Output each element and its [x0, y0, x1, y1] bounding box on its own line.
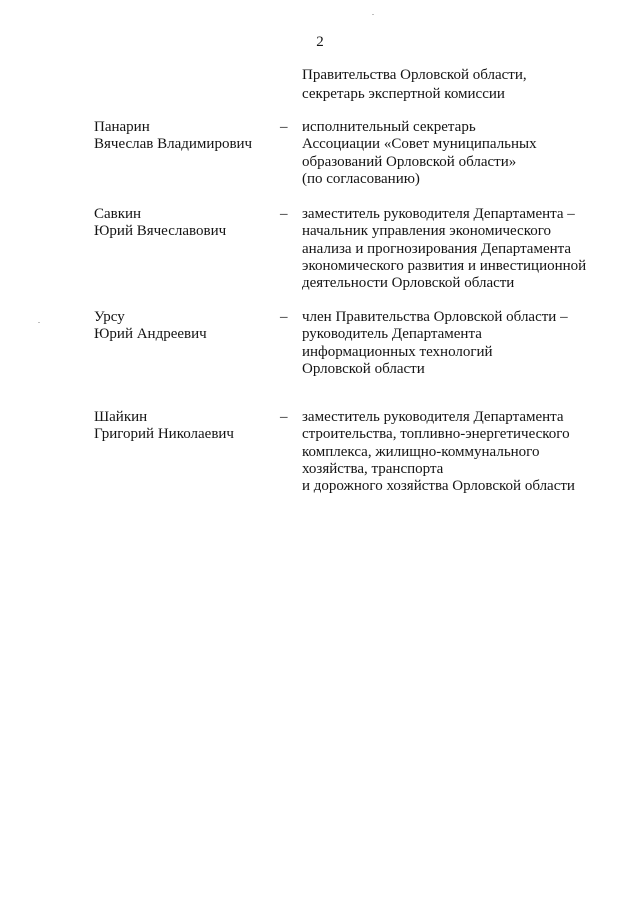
member-name — [94, 309, 269, 344]
position-line: экономического развития и инвестиционной — [302, 257, 587, 274]
position-line: заместитель руководителя Департамента — [302, 409, 564, 425]
intro-line: секретарь экспертной комиссии — [302, 86, 505, 102]
member-name — [94, 119, 269, 154]
position-line: член Правительства Орловской области – — [302, 309, 568, 325]
member-given-names: Григорий Николаевич — [94, 426, 234, 443]
position-line: исполнительный секретарь — [302, 119, 476, 135]
scan-mark — [38, 322, 40, 323]
dash-separator: – — [280, 409, 288, 425]
position-line: образований Орловской области» — [302, 153, 517, 170]
scan-mark — [372, 14, 374, 15]
member-position — [302, 309, 617, 378]
intro-block — [302, 66, 527, 104]
member-surname: Урсу — [94, 309, 125, 325]
position-line: деятельности Орловской области — [302, 275, 515, 292]
member-surname: Савкин — [94, 206, 142, 222]
position-line: (по согласованию) — [302, 170, 420, 187]
position-line: заместитель руководителя Департамента – — [302, 206, 575, 222]
position-line: руководитель Департамента — [302, 326, 482, 343]
position-line: Орловской области — [302, 360, 425, 377]
member-position — [302, 206, 617, 292]
position-line: анализа и прогнозирования Департамента — [302, 240, 572, 257]
member-surname: Панарин — [94, 119, 150, 135]
position-line: Ассоциации «Совет муниципальных — [302, 136, 537, 153]
member-name — [94, 206, 269, 241]
member-position — [302, 119, 617, 188]
dash-separator: – — [280, 119, 288, 135]
position-line: хозяйства, транспорта — [302, 460, 444, 477]
dash-separator: – — [280, 309, 288, 325]
member-given-names: Вячеслав Владимирович — [94, 136, 253, 153]
dash-separator: – — [280, 206, 288, 222]
position-line: начальник управления экономического — [302, 223, 552, 240]
member-given-names: Юрий Вячеславович — [94, 223, 227, 240]
position-line: информационных технологий — [302, 343, 493, 360]
member-name — [94, 409, 269, 444]
member-position — [302, 409, 617, 495]
position-line: комплекса, жилищно-коммунального — [302, 443, 540, 460]
position-line: и дорожного хозяйства Орловской области — [302, 478, 575, 495]
intro-line: Правительства Орловской области, — [302, 67, 527, 83]
page-number: 2 — [316, 34, 324, 50]
position-line: строительства, топливно-энергетического — [302, 426, 570, 443]
member-surname: Шайкин — [94, 409, 148, 425]
member-given-names: Юрий Андреевич — [94, 326, 207, 343]
